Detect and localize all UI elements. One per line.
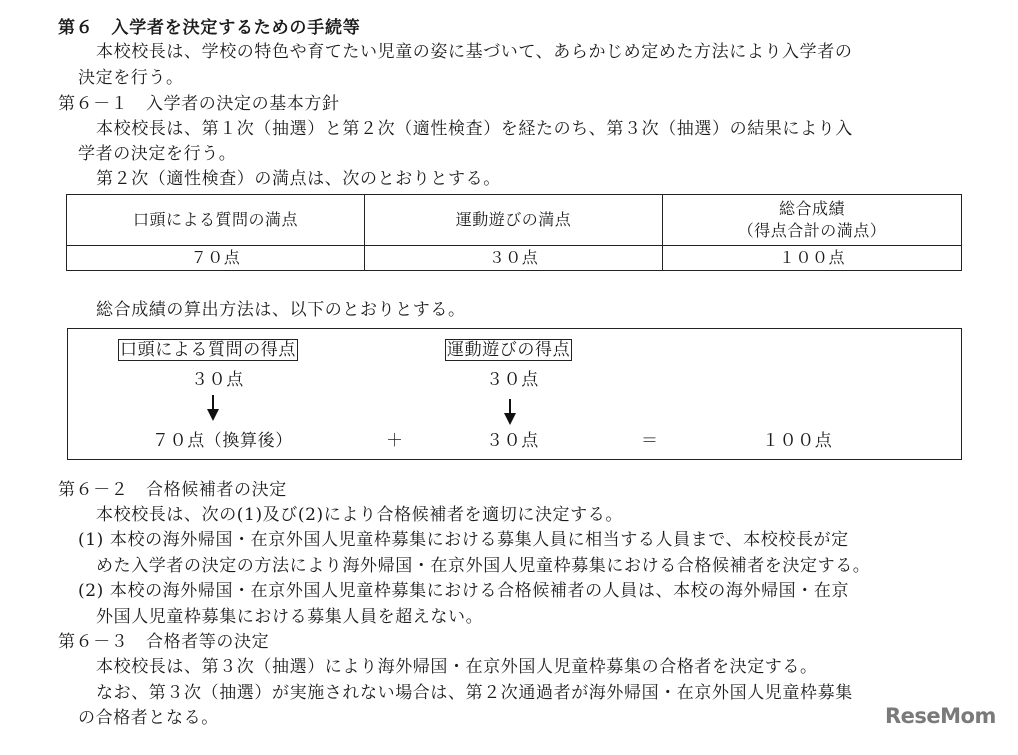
table-header-row: [67, 195, 962, 246]
header-total-sub: （得点合計の満点）: [737, 221, 887, 240]
calc-intro: 総合成績の算出方法は、以下のとおりとする。: [96, 300, 466, 320]
max-score-table: [66, 194, 962, 271]
label-oral-score: 口頭による質問の得点: [120, 340, 296, 360]
raw-play-score: ３０点: [486, 370, 539, 390]
section-title: 第６ 入学者を決定するための手続等: [58, 18, 361, 38]
header-oral: 口頭による質問の満点: [67, 195, 365, 246]
item-2-line-2: 外国人児童枠募集における募集人員を超えない。: [96, 607, 484, 627]
subsection-heading-6-2: 第６－２ 合格候補者の決定: [58, 480, 287, 500]
calculation-box: [67, 328, 962, 460]
table-row: [67, 246, 962, 271]
header-total-title: 総合成績: [779, 199, 846, 218]
arrow-down-icon: [504, 399, 516, 425]
value-play: ３０点: [365, 246, 663, 271]
intro-line-1: 本校校長は、学校の特色や育てたい児童の姿に基づいて、あらかじめ定めた方法により入学者の: [96, 42, 853, 62]
policy-line-2: 学者の決定を行う。: [78, 144, 237, 164]
pass-para-1: 本校校長は、第３次（抽選）により海外帰国・在京外国人児童枠募集の合格者を決定する。: [96, 657, 818, 677]
item-2-line-1: (2) 本校の海外帰国・在京外国人児童枠募集における合格候補者の人員は、本校の海外帰国・在京: [78, 581, 850, 601]
intro-line-2: 決定を行う。: [78, 68, 184, 88]
header-total: [663, 195, 962, 246]
value-oral: ７０点: [67, 246, 365, 271]
policy-line-1: 本校校長は、第１次（抽選）と第２次（適性検査）を経たのち、第３次（抽選）の結果により入: [96, 119, 853, 139]
plus-sign: ＋: [386, 431, 404, 451]
arrow-down-icon: [207, 395, 219, 421]
pass-para-2-line-2: の合格者となる。: [78, 708, 219, 728]
converted-play-score: ３０点: [486, 431, 539, 451]
subsection-heading-6-3: 第６－３ 合格者等の決定: [58, 632, 270, 652]
header-play: 運動遊びの満点: [365, 195, 663, 246]
item-1-line-2: めた入学者の決定の方法により海外帰国・在京外国人児童枠募集における合格候補者を決定する。: [96, 556, 871, 576]
resemom-logo: ReseMom: [885, 704, 996, 728]
subsection-heading-6-1: 第６－１ 入学者の決定の基本方針: [58, 94, 340, 114]
pass-para-2-line-1: なお、第３次（抽選）が実施されない場合は、第２次通過者が海外帰国・在京外国人児童枠募集: [96, 683, 853, 703]
item-1-line-1: (1) 本校の海外帰国・在京外国人児童枠募集における募集人員に相当する人員まで、本校校長が定: [78, 530, 849, 550]
value-total: １００点: [663, 246, 962, 271]
converted-oral-score: ７０点（換算後）: [152, 431, 293, 451]
candidate-intro: 本校校長は、次の(1)及び(2)により合格候補者を適切に決定する。: [96, 505, 623, 525]
label-play-score: 運動遊びの得点: [447, 340, 571, 360]
equals-sign: ＝: [641, 431, 659, 451]
total-score: １００点: [762, 431, 833, 451]
max-score-intro: 第２次（適性検査）の満点は、次のとおりとする。: [96, 169, 501, 189]
raw-oral-score: ３０点: [191, 370, 244, 390]
